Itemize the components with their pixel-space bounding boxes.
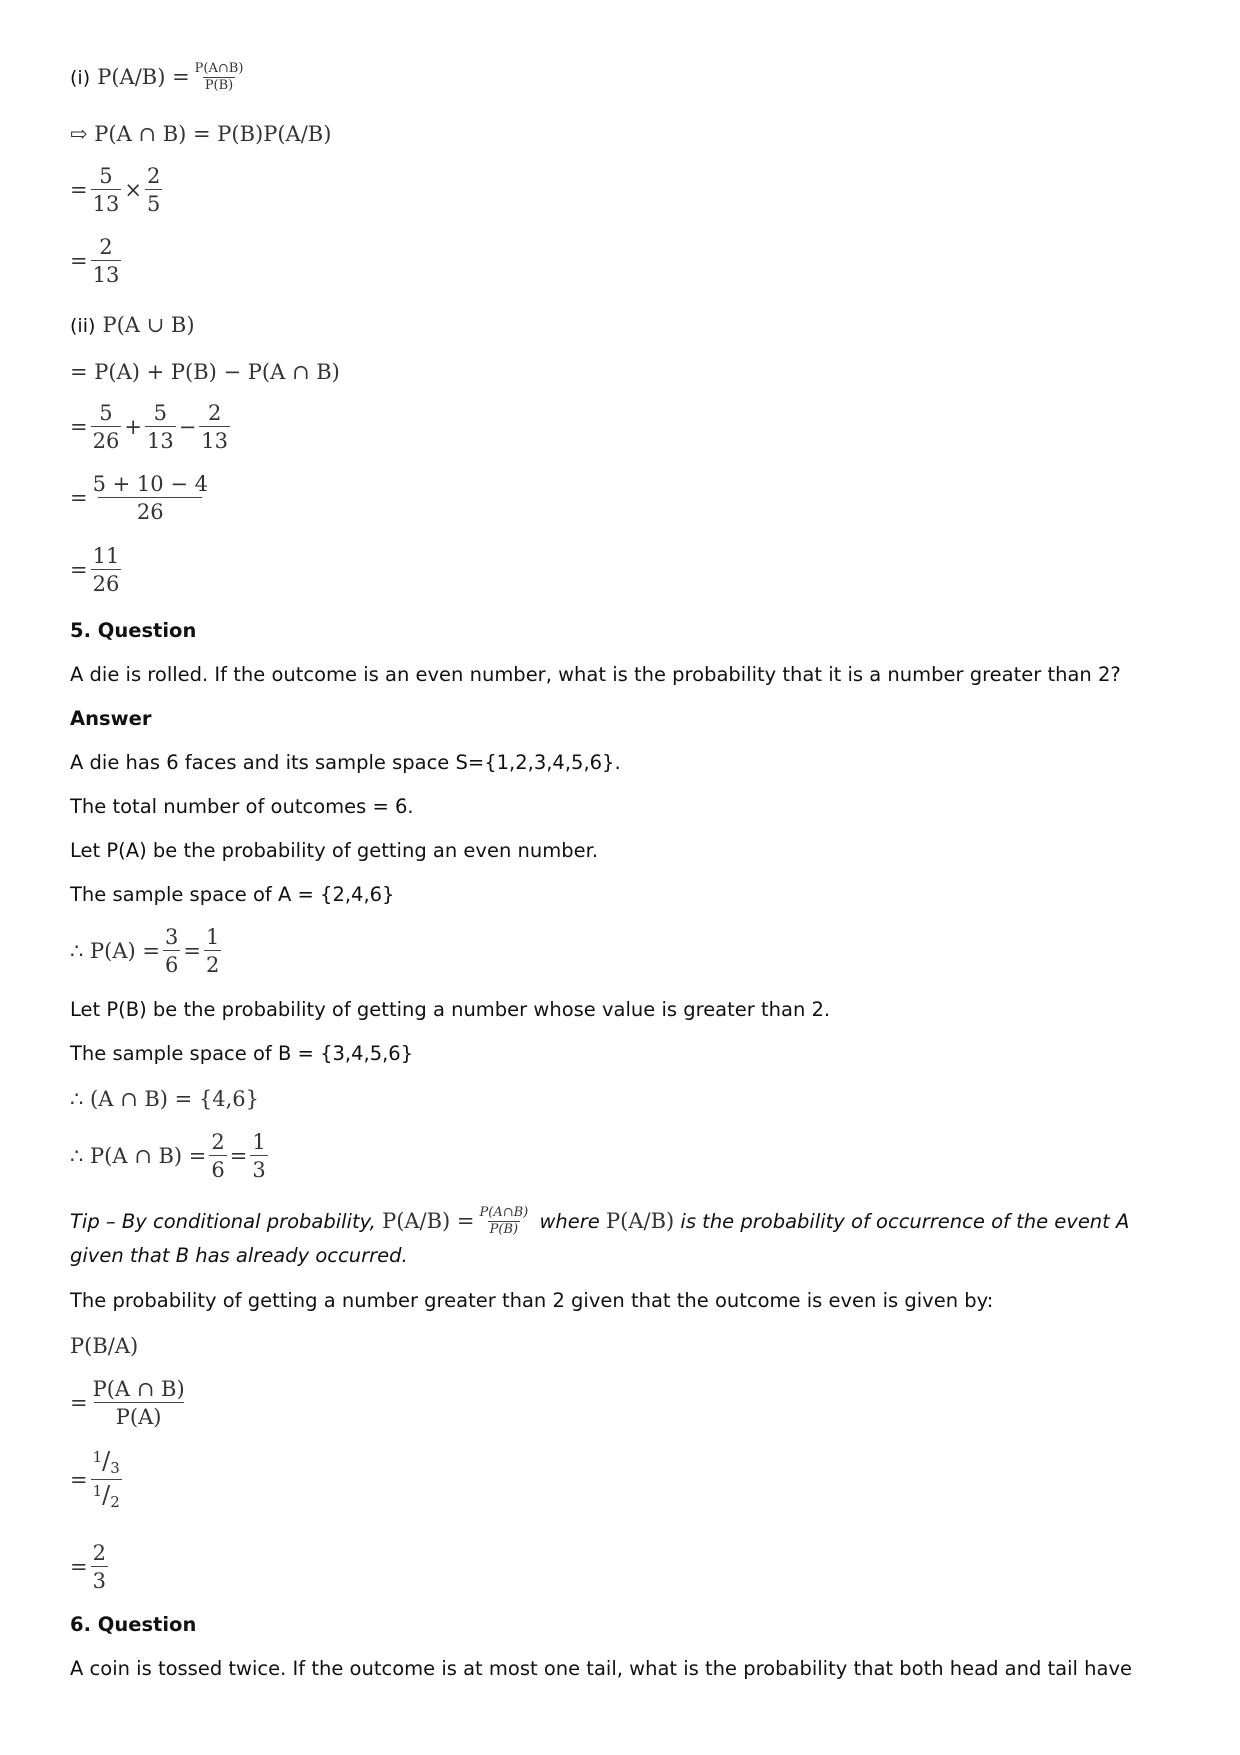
part-i-step1: = $\frac{5}{13}$ × $\frac{2}{5}$ [70,164,161,217]
question-5-text: A die is rolled. If the outcome is an even number, what is the probability that it is a number greater than 2? [70,663,1121,686]
answer-line-7: The probability of getting a number greater than 2 given that the outcome is even is given by: [70,1289,994,1312]
conditional-b-given-a: P(B/A) [70,1334,139,1358]
part-ii-step1: = $\frac{5}{26}$ + $\frac{5}{13}$ − $\frac{2}{13}$ [70,401,229,454]
answer-line-6: The sample space of B = {3,4,5,6} [70,1042,414,1065]
question-5-heading: 5. Question [70,619,197,642]
part-i-step2: = $\frac{2}{13}$ [70,235,120,288]
answer-line-4: The sample space of A = {2,4,6} [70,883,395,906]
probability-a-equation: ∴ P(A) = $\frac{3}{6}$ = $\frac{1}{2}$ [70,925,220,978]
answer-line-3: Let P(A) be the probability of getting an even number. [70,839,599,862]
final-step-1: = $\frac{P(A \cap B)}{P(A)}$ [70,1377,185,1430]
answer-line-2: The total number of outcomes = 6. [70,795,414,818]
implies-line: ⇨ P(A ∩ B) = P(B)P(A/B) [70,122,332,146]
answer-line-5: Let P(B) be the probability of getting a number whose value is greater than 2. [70,998,831,1021]
part-ii-step3: = $\frac{11}{26}$ [70,544,120,597]
answer-heading: Answer [70,707,152,730]
part-ii-step2: = $\frac{5 + 10 - 4}{26}$ [70,472,208,525]
question-6-heading: 6. Question [70,1613,197,1636]
conditional-prob-fraction: $\frac{P(A\cap B)}{P(B)}$ [194,61,244,93]
part-i-label: (i) [70,67,91,90]
part-ii-label: (ii) [70,315,96,337]
union-expression: P(A ∪ B) [102,313,195,337]
union-expansion: = P(A) + P(B) − P(A ∩ B) [70,360,340,384]
part-ii-heading [70,313,195,337]
probability-intersection-equation: ∴ P(A ∩ B) = $\frac{2}{6}$ = $\frac{1}{3}$ [70,1130,266,1183]
tip-note: Tip – By conditional probability, P(A/B) = $\frac{P(A\cap B)}{P(B)}$ where P(A/B) is the probability of occurrence of the event A given that B has already occurred. [70,1204,1130,1267]
answer-line-1: A die has 6 faces and its sample space S={1,2,3,4,5,6}. [70,751,621,774]
part-i-definition [70,62,248,92]
intersection-set: ∴ (A ∩ B) = {4,6} [70,1087,260,1111]
question-6-text: A coin is tossed twice. If the outcome is at most one tail, what is the probability that both head and tail have [70,1657,1133,1680]
final-step-3: = $\frac{2}{3}$ [70,1541,106,1594]
conditional-prob-lhs: P(A/B) = [97,65,190,90]
final-step-2: = $\frac{^1/_3}{^1/_2}$ [70,1447,120,1511]
